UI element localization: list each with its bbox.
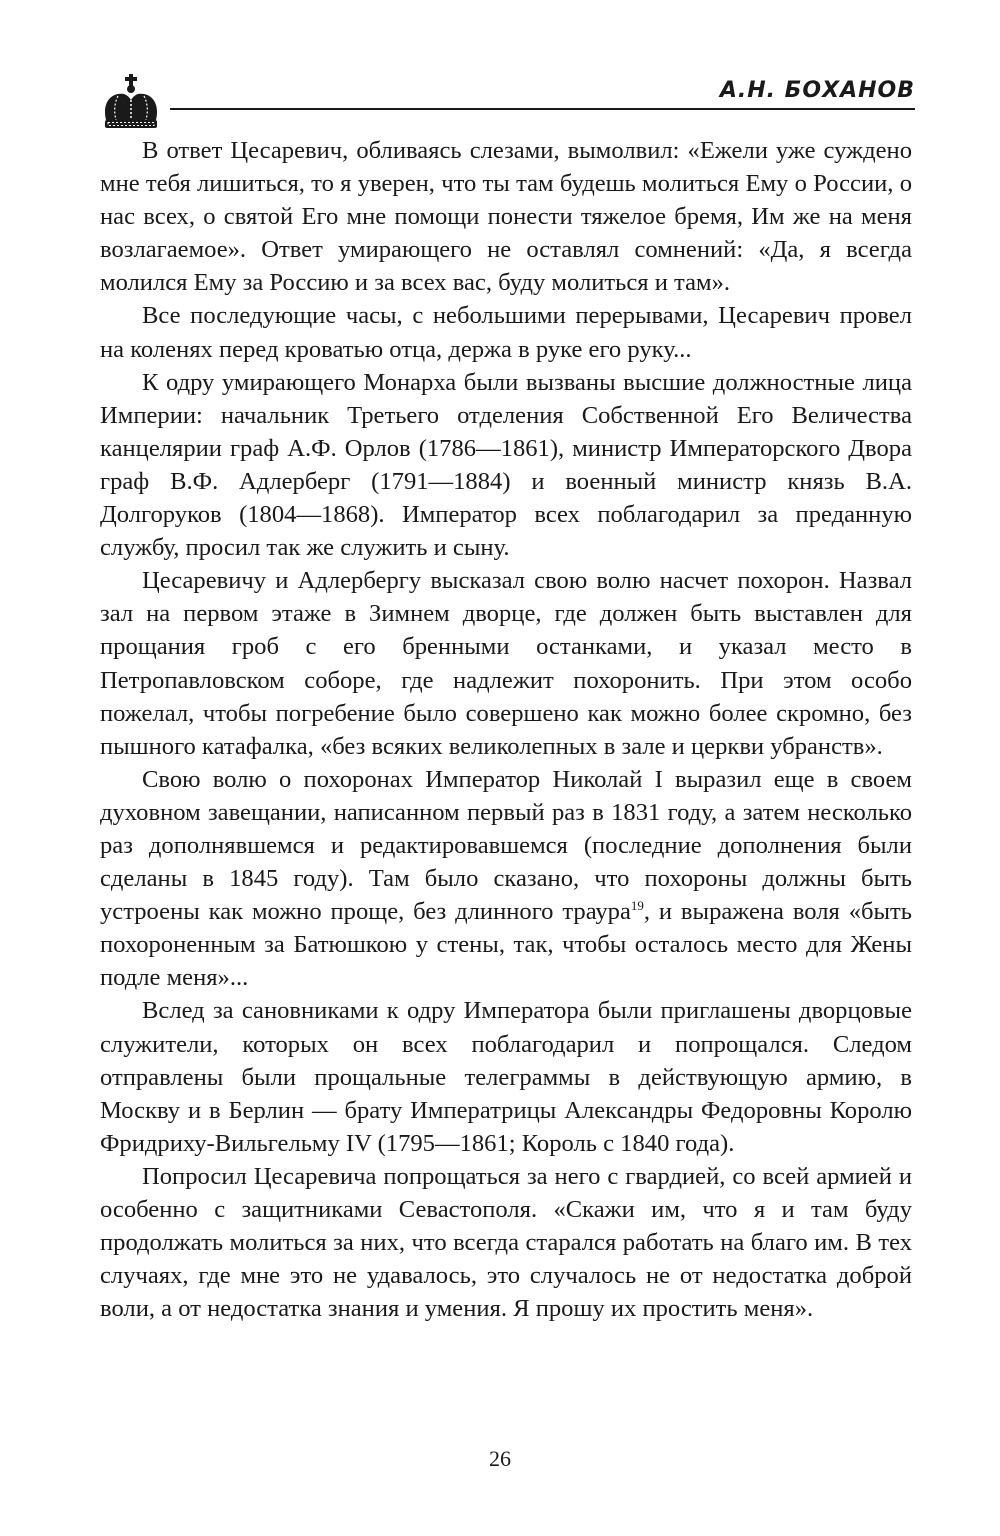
paragraph-text: , и выражена воля «быть похороненным за Батюшкою у стены, так, чтобы осталось место для Жены подле меня»...	[100, 898, 912, 992]
footnote-marker[interactable]: 19	[630, 897, 644, 913]
paragraph: В ответ Цесаревич, обливаясь слезами, вымолвил: «Ежели уже суждено мне тебя лишиться, то я уверен, что ты там будешь молиться Ему о России, о нас всех, о святой Его мне помощи понести тяжелое бремя, Им же на меня возлагаемое». Ответ умирающего не оставлял сомнений: «Да, я всегда молился Ему за Россию и за всех вас, буду молиться и там».	[100, 137, 912, 297]
paragraph: Цесаревичу и Адлербергу высказал свою волю насчет похорон. Назвал зал на первом этаже в Зимнем дворце, где должен быть выставлен для прощания гроб с его бренными останками, и указал место в Петропавловском соборе, где надлежит похоронить. При этом особо пожелал, чтобы погребение было совершено как можно более скромно, без пышного катафалка, «без всяких великолепных в зале и церкви убранств».	[100, 567, 912, 760]
header-rule	[170, 108, 915, 110]
running-header	[100, 74, 915, 134]
paragraph: Все последующие часы, с небольшими перерывами, Цесаревич провел на коленях перед кроватью отца, держа в руке его руку...	[100, 302, 912, 363]
body-text	[100, 134, 912, 1325]
crown-icon	[100, 74, 162, 132]
paragraph: Попросил Цесаревича попрощаться за него с гвардией, со всей армией и особенно с защитниками Севастополя. «Скажи им, что я и там буду продолжать молиться за них, что всегда старался работать на благо им. В тех случаях, где мне это не удавалось, это случалось не от недостатка доброй воли, а от недостатка знания и умения. Я прошу их простить меня».	[100, 1162, 912, 1323]
page-number: 26	[489, 1446, 511, 1471]
paragraph: К одру умирающего Монарха были вызваны высшие должностные лица Империи: начальник Третьего отделения Собственной Его Величества канцелярии граф А.Ф. Орлов (1786—1861), министр Императорского Двора граф В.Ф. Адлерберг (1791—1884) и военный министр князь В.А. Долгоруков (1804—1868). Император всех поблагодарил за преданную службу, просил так же служить и сыну.	[100, 368, 912, 562]
paragraph	[100, 763, 912, 995]
author-name: А.Н. БОХАНОВ	[706, 78, 915, 103]
paragraph: Вслед за сановниками к одру Императора были приглашены дворцовые служители, которых он всех поблагодарил и попрощался. Следом отправлены были прощальные телеграммы в действующую армию, в Москву и в Берлин — брату Императрицы Александры Федоровны Королю Фридриху-Вильгельму IV (1795—1861; Король с 1840 года).	[100, 997, 912, 1157]
paragraph-text: Свою волю о похоронах Император Николай I выразил еще в своем духовном завещании, написанном первый раз в 1831 году, а затем несколько раз дополнявшемся и редактировавшемся (последние дополнения были сделаны в 1845 году). Там было сказано, что похороны должны быть устроены как можно проще, без длинного траура	[100, 765, 912, 926]
